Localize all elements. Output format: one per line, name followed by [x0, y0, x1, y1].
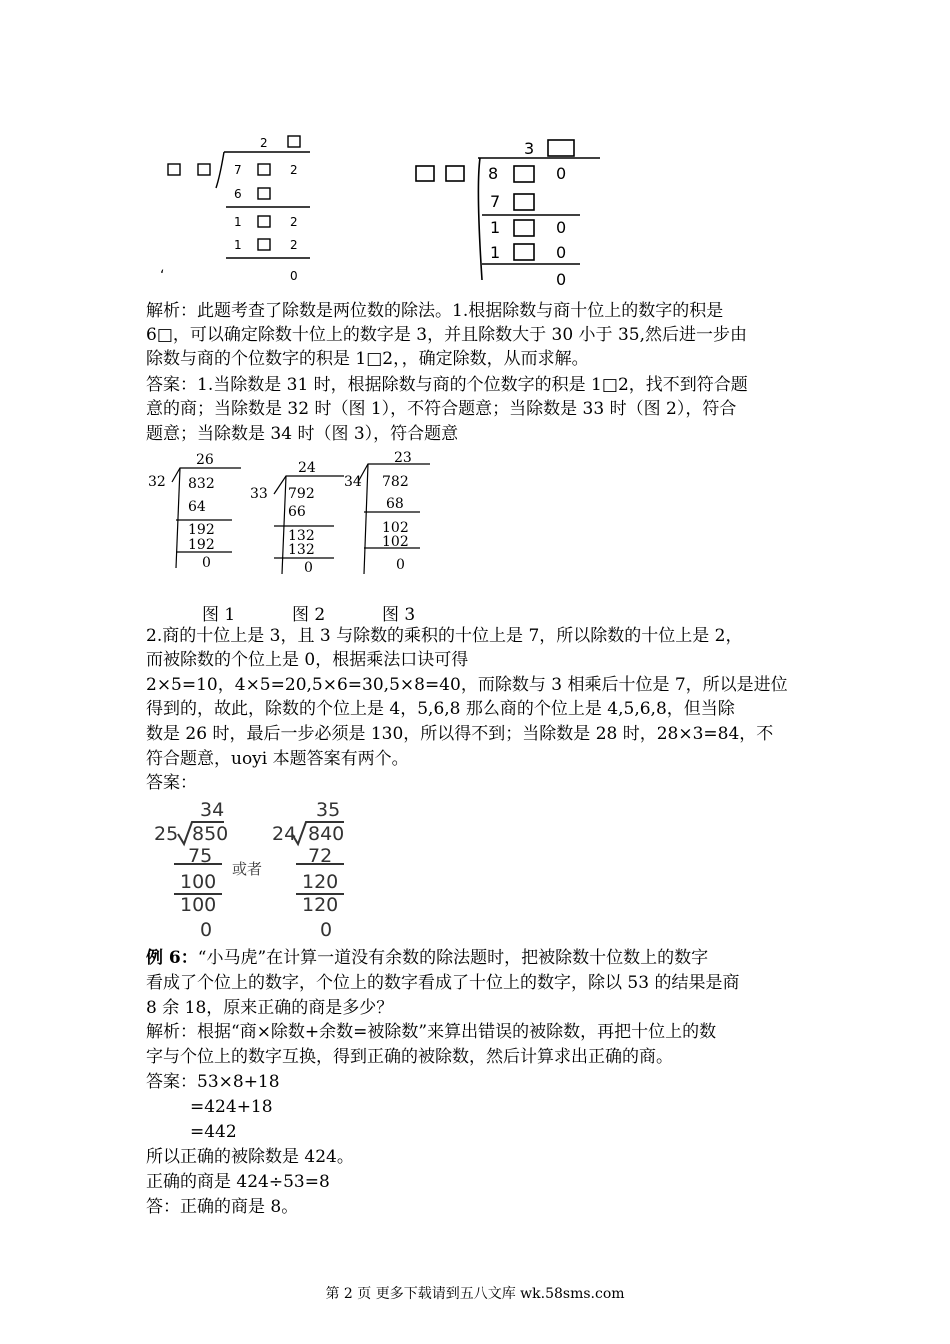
step-digit: 1 — [490, 218, 501, 237]
answer-line: 题意；当除数是 34 时（图 3），符合题意 — [146, 424, 459, 444]
remainder-digit: 0 — [290, 269, 298, 283]
divisor: 25 — [154, 823, 179, 845]
step-product: 102 — [382, 534, 409, 550]
analysis-line: 除数与商的个位数字的积是 1□2，，确定除数，从而求解。 — [146, 349, 589, 369]
part2-line: 答案： — [146, 773, 197, 793]
answer-line: 意的商；当除数是 32 时（图 1），不符合题意；当除数是 33 时（图 2），符合 — [146, 399, 737, 419]
step-product: 75 — [188, 845, 213, 867]
quotient: 24 — [298, 460, 316, 476]
conclusion-line: 答：正确的商是 8。 — [146, 1197, 299, 1217]
dividend: 782 — [382, 474, 409, 490]
divisor: 32 — [148, 474, 166, 490]
step-digit: 0 — [556, 218, 567, 237]
part2-line: 得到的，故此，除数的个位上是 4，5,6,8 那么商的个位上是 4,5,6,8，但当除 — [146, 699, 735, 719]
step-value: 102 — [382, 520, 409, 536]
dividend: 850 — [192, 823, 229, 845]
step-product: 132 — [288, 542, 315, 558]
part2-line: 数是 26 时，最后一步必须是 130，所以得不到；当除数是 28 时，28×3=84，不 — [146, 724, 774, 744]
step-product: 68 — [386, 496, 404, 512]
example6-line: 8 余 18，原来正确的商是多少？ — [146, 998, 394, 1018]
analysis-line: 6□，可以确定除数十位上的数字是 3，并且除数大于 30 小于 35,然后进一步由 — [146, 325, 747, 345]
example6-line: 看成了个位上的数字，个位上的数字看成了十位上的数字，除以 53 的结果是商 — [146, 973, 740, 993]
example6-line — [146, 947, 708, 969]
step-product: 72 — [308, 845, 333, 867]
remainder: 0 — [304, 560, 313, 576]
remainder-digit: 0 — [556, 270, 567, 288]
step-digit: 0 — [556, 243, 567, 262]
figure-box-divisions — [160, 128, 620, 288]
part2-line: 2×5=10，4×5=20,5×6=30,5×8=40，而除数与 3 相乘后十位是 7，所以是进位 — [146, 675, 788, 695]
step-value: 120 — [302, 871, 339, 893]
part2-line: 而被除数的个位上是 0，根据乘法口诀可得 — [146, 650, 469, 670]
remainder: 0 — [202, 555, 211, 571]
or-joiner: 或者 — [232, 860, 263, 878]
figure-two-answers — [150, 798, 380, 940]
conclusion-line: 正确的商是 424÷53=8 — [146, 1172, 330, 1192]
dividend-digit: 8 — [488, 164, 499, 183]
caption: 图 3 — [382, 605, 416, 625]
part2-line: 符合题意，uoyi 本题答案有两个。 — [146, 749, 409, 769]
step-product: 120 — [302, 894, 339, 916]
analysis-line: 解析：此题考查了除数是两位数的除法。1.根据除数与商十位上的数字的积是 — [146, 301, 724, 321]
step-digit: 2 — [290, 238, 298, 252]
q-digit: 3 — [524, 139, 535, 158]
quotient: 34 — [200, 799, 225, 821]
step-digit: 6 — [234, 187, 242, 201]
answer-line: 答案：1.当除数是 31 时，根据除数与商的个位数字的积是 1□2，找不到符合题 — [146, 375, 748, 395]
figure-three-divisions — [146, 448, 446, 580]
step-digit: 7 — [490, 192, 501, 211]
step-digit: 2 — [290, 215, 298, 229]
step-value: 100 — [180, 871, 217, 893]
step-value: 192 — [188, 522, 215, 538]
analysis-line: 解析：根据“商×除数+余数=被除数”来算出错误的被除数，再把十位上的数 — [146, 1022, 717, 1042]
step-product: 100 — [180, 894, 217, 916]
calc-line: =442 — [190, 1122, 237, 1142]
divisor: 24 — [272, 823, 297, 845]
analysis-line: 字与个位上的数字互换，得到正确的被除数，然后计算求出正确的商。 — [146, 1047, 673, 1067]
q-digit: 2 — [260, 136, 268, 150]
dividend: 792 — [288, 486, 315, 502]
conclusion-line: 所以正确的被除数是 424。 — [146, 1147, 354, 1167]
divisor: 34 — [344, 474, 362, 490]
quotient: 23 — [394, 450, 412, 466]
part2-line: 2.商的十位上是 3，且 3 与除数的乘积的十位上是 7，所以除数的十位上是 2， — [146, 626, 743, 646]
step-product: 192 — [188, 537, 215, 553]
example6-text: “小马虎”在计算一道没有余数的除法题时，把被除数十位数上的数字 — [197, 948, 709, 968]
dividend: 832 — [188, 476, 215, 492]
step-product: 66 — [288, 504, 306, 520]
page-footer: 第 2 页 更多下载请到五八文库 wk.58sms.com — [325, 1286, 625, 1302]
quotient: 26 — [196, 452, 214, 468]
caption: 图 2 — [292, 605, 326, 625]
stray-mark: ‘ — [160, 268, 165, 284]
example6-label: 例 6： — [146, 948, 198, 968]
calc-line: =424+18 — [190, 1097, 273, 1117]
dividend: 840 — [308, 823, 345, 845]
step-value: 132 — [288, 528, 315, 544]
step-digit: 1 — [490, 243, 501, 262]
dividend-digit: 0 — [556, 164, 567, 183]
remainder: 0 — [200, 919, 213, 940]
remainder: 0 — [396, 557, 405, 573]
dividend-digit: 2 — [290, 163, 298, 177]
step-digit: 1 — [234, 215, 242, 229]
step-product: 64 — [188, 499, 206, 515]
caption: 图 1 — [202, 605, 236, 625]
divisor: 33 — [250, 486, 268, 502]
right-box-division — [416, 140, 600, 280]
quotient: 35 — [316, 799, 341, 821]
answer-line: 答案：53×8+18 — [146, 1072, 280, 1092]
step-digit: 1 — [234, 238, 242, 252]
dividend-digit: 7 — [234, 163, 242, 177]
remainder: 0 — [320, 919, 333, 940]
